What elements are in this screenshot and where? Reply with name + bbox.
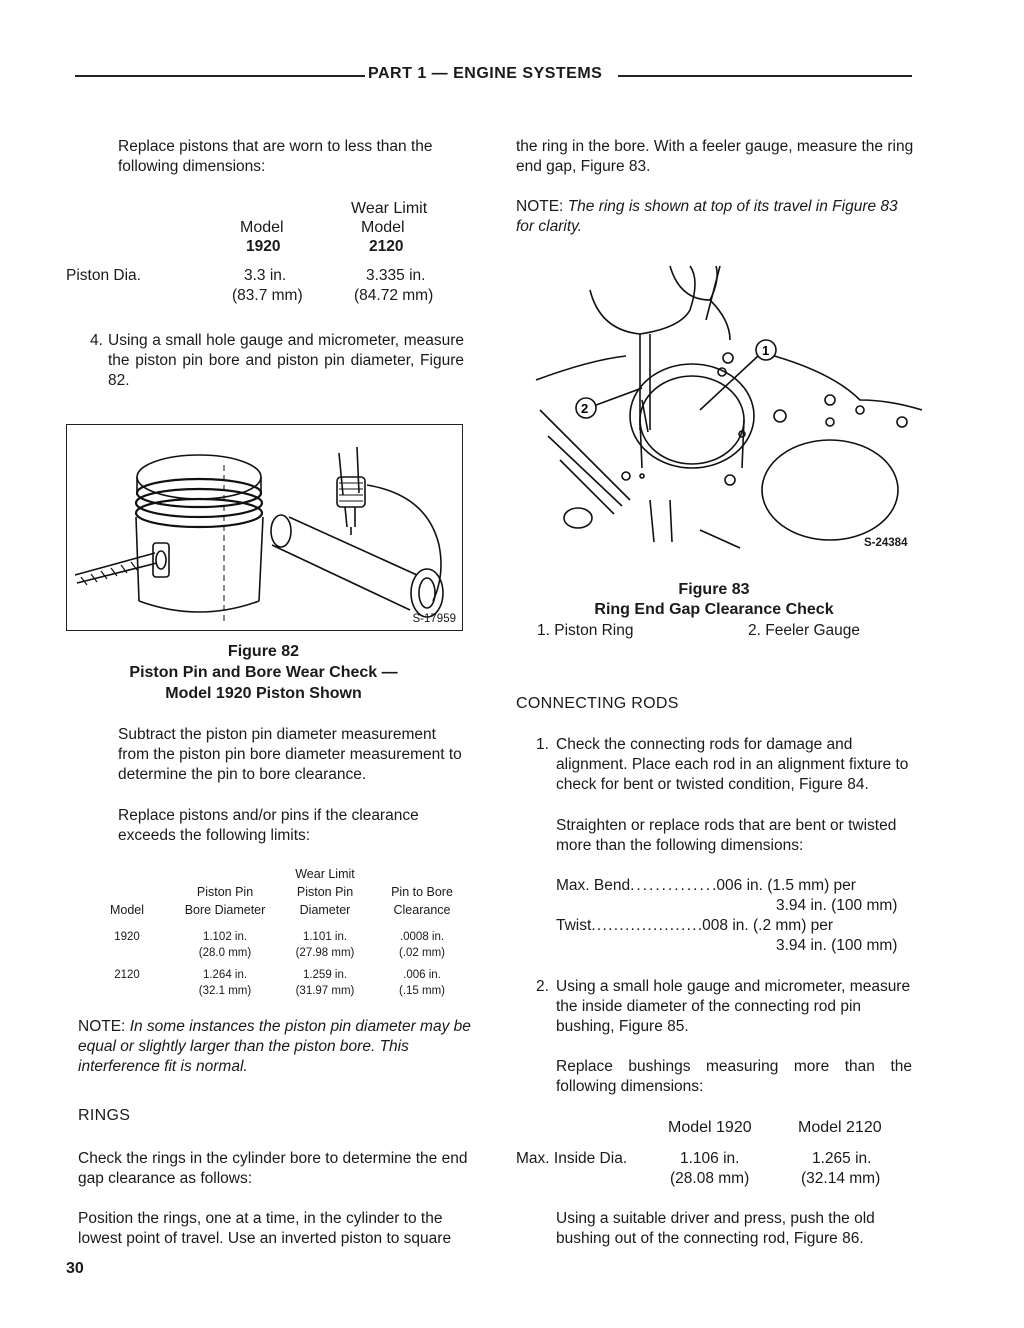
twist-row (556, 916, 912, 936)
col-clearance-header-2: Clearance (393, 903, 451, 917)
intro-text: Replace pistons that are worn to less than the following dimensions: (118, 138, 433, 175)
col-pin-header-2: Diameter (299, 903, 351, 917)
page-header-title: PART 1 — ENGINE SYSTEMS (368, 65, 603, 82)
table-row-1920-pin-in: 1.101 in. (302, 931, 348, 943)
col-pin-header-0: Wear Limit (295, 867, 355, 881)
col-model-header: Model (109, 903, 145, 917)
replace-bushings-text: Replace bushings measuring more than the following dimensions: (556, 1058, 912, 1095)
max-bend-label: Max. Bend (556, 877, 631, 894)
table-row-2120-clr-in: .006 in. (403, 969, 441, 981)
col-pin-header-1: Piston Pin (296, 885, 354, 899)
step-4-number: 4. (90, 332, 103, 349)
figure-83-label: Figure 83 (678, 581, 750, 598)
note-text: In some instances the piston pin diameter may be equal or slightly larger than the piston bore. This interference fit is normal. (78, 1018, 471, 1075)
table-row-2120-clr-mm: (.15 mm) (399, 985, 445, 997)
max-bend-value-1: .006 in. (1.5 mm) per (712, 877, 856, 894)
figure-83-item-2: 2. Feeler Gauge (748, 622, 861, 639)
max-bend-value-2: 3.94 in. (100 mm) (776, 897, 898, 914)
driver-text: Using a suitable driver and press, push the old bushing out of the connecting rod, Figure 86. (556, 1210, 875, 1247)
max-bend-dots: ............. (630, 877, 713, 894)
step-1-text: Check the connecting rods for damage and alignment. Place each rod in an alignment fixture to check for bent or twisted condition, Figure 84. (556, 736, 909, 793)
piston-dia-2120-mm: (84.72 mm) (354, 287, 434, 304)
twist-label: Twist (556, 917, 592, 934)
step-2-number: 2. (536, 978, 549, 995)
note-label-right: NOTE: (516, 198, 564, 215)
step-1-number: 1. (536, 736, 549, 753)
note-ring-top (516, 197, 916, 237)
figure-82-title-line1: Piston Pin and Bore Wear Check — (129, 664, 398, 681)
table-row-1920-model: 1920 (114, 931, 140, 943)
step-2-text: Using a small hole gauge and micrometer, measure the inside diameter of the connecting rod pin bushing, Figure 85. (556, 978, 911, 1035)
table-row-2120-model: 2120 (114, 969, 140, 981)
step-4-text: Using a small hole gauge and micrometer, measure the piston pin bore and piston pin diameter, Figure 82. (108, 332, 464, 389)
rings-paragraph-2: Position the rings, one at a time, in the cylinder to the lowest point of travel. Use an inverted piston to square (78, 1210, 452, 1247)
rings-paragraph-1: Check the rings in the cylinder bore to determine the end gap clearance as follows: (78, 1150, 468, 1187)
table-row-2120-bore-mm: (32.1 mm) (198, 985, 252, 997)
figure-82-label: Figure 82 (227, 643, 300, 660)
figure-83-illustration (530, 260, 922, 550)
figure-83-title: Ring End Gap Clearance Check (594, 601, 834, 618)
replace-pins-text: Replace pistons and/or pins if the clearance exceeds the following limits: (118, 807, 419, 844)
max-inside-dia-label: Max. Inside Dia. (516, 1150, 628, 1167)
col-bore-header-2: Bore Diameter (184, 903, 266, 917)
wear-limit-header: Wear Limit (351, 200, 428, 217)
twist-dots: ................... (591, 917, 698, 934)
piston-dia-2120-in: 3.335 in. (366, 267, 426, 284)
figure-83-code: S-24384 (864, 537, 908, 549)
model-2120-header: 2120 (369, 238, 404, 255)
ring-gap-check-icon (530, 260, 922, 550)
col-clearance-header-1: Pin to Bore (391, 885, 453, 899)
wear-model-header: Model (361, 219, 405, 236)
model-1920-header: 1920 (246, 238, 281, 255)
table-row-1920-clr-mm: (.02 mm) (399, 947, 445, 959)
figure-82-title-line2: Model 1920 Piston Shown (165, 685, 362, 702)
figure-82-illustration (66, 424, 463, 631)
callout-1-label: 1 (762, 343, 770, 358)
twist-value-2: 3.94 in. (100 mm) (776, 937, 898, 954)
connecting-rods-heading: CONNECTING RODS (516, 695, 679, 712)
table-row-1920-bore-mm: (28.0 mm) (198, 947, 252, 959)
callout-2-label: 2 (581, 401, 589, 416)
rings-heading: RINGS (78, 1107, 131, 1124)
bushing-header-2120: Model 2120 (798, 1119, 882, 1136)
bushing-1920-in: 1.106 in. (680, 1150, 740, 1167)
bushing-2120-mm: (32.14 mm) (801, 1170, 881, 1187)
table-row-1920-bore-in: 1.102 in. (202, 931, 248, 943)
note-text-right: The ring is shown at top of its travel in Figure 83 for clarity. (516, 198, 898, 235)
figure-82-code: S-17959 (412, 613, 456, 625)
ring-bore-continued: the ring in the bore. With a feeler gauge, measure the ring end gap, Figure 83. (516, 138, 914, 175)
piston-dia-1920-mm: (83.7 mm) (232, 287, 303, 304)
subtract-text: Subtract the piston pin diameter measurement from the piston pin bore diameter measurement to determine the pin to bore clearance. (118, 726, 462, 783)
figure-83-item-1: 1. Piston Ring (537, 622, 634, 639)
table-row-2120-pin-in: 1.259 in. (302, 969, 348, 981)
note-interference (78, 1017, 474, 1077)
twist-value-1: .008 in. (.2 mm) per (697, 917, 834, 934)
page-number: 30 (66, 1260, 84, 1277)
bushing-1920-mm: (28.08 mm) (670, 1170, 750, 1187)
bushing-header-1920: Model 1920 (668, 1119, 752, 1136)
piston-dia-label: Piston Dia. (66, 267, 141, 284)
straighten-text: Straighten or replace rods that are bent or twisted more than the following dimensions: (556, 817, 897, 854)
table-row-1920-pin-mm: (27.98 mm) (295, 947, 355, 959)
header-rule-left (75, 75, 365, 77)
bushing-2120-in: 1.265 in. (812, 1150, 872, 1167)
max-bend-row (556, 876, 912, 896)
table-row-2120-bore-in: 1.264 in. (202, 969, 248, 981)
note-label: NOTE: (78, 1018, 126, 1035)
header-rule-right (618, 75, 912, 77)
table-row-1920-clr-in: .0008 in. (399, 931, 445, 943)
col-bore-header-1: Piston Pin (196, 885, 254, 899)
piston-pin-bore-icon (67, 425, 462, 630)
model-header: Model (240, 219, 284, 236)
piston-dia-1920-in: 3.3 in. (244, 267, 287, 284)
table-row-2120-pin-mm: (31.97 mm) (295, 985, 355, 997)
